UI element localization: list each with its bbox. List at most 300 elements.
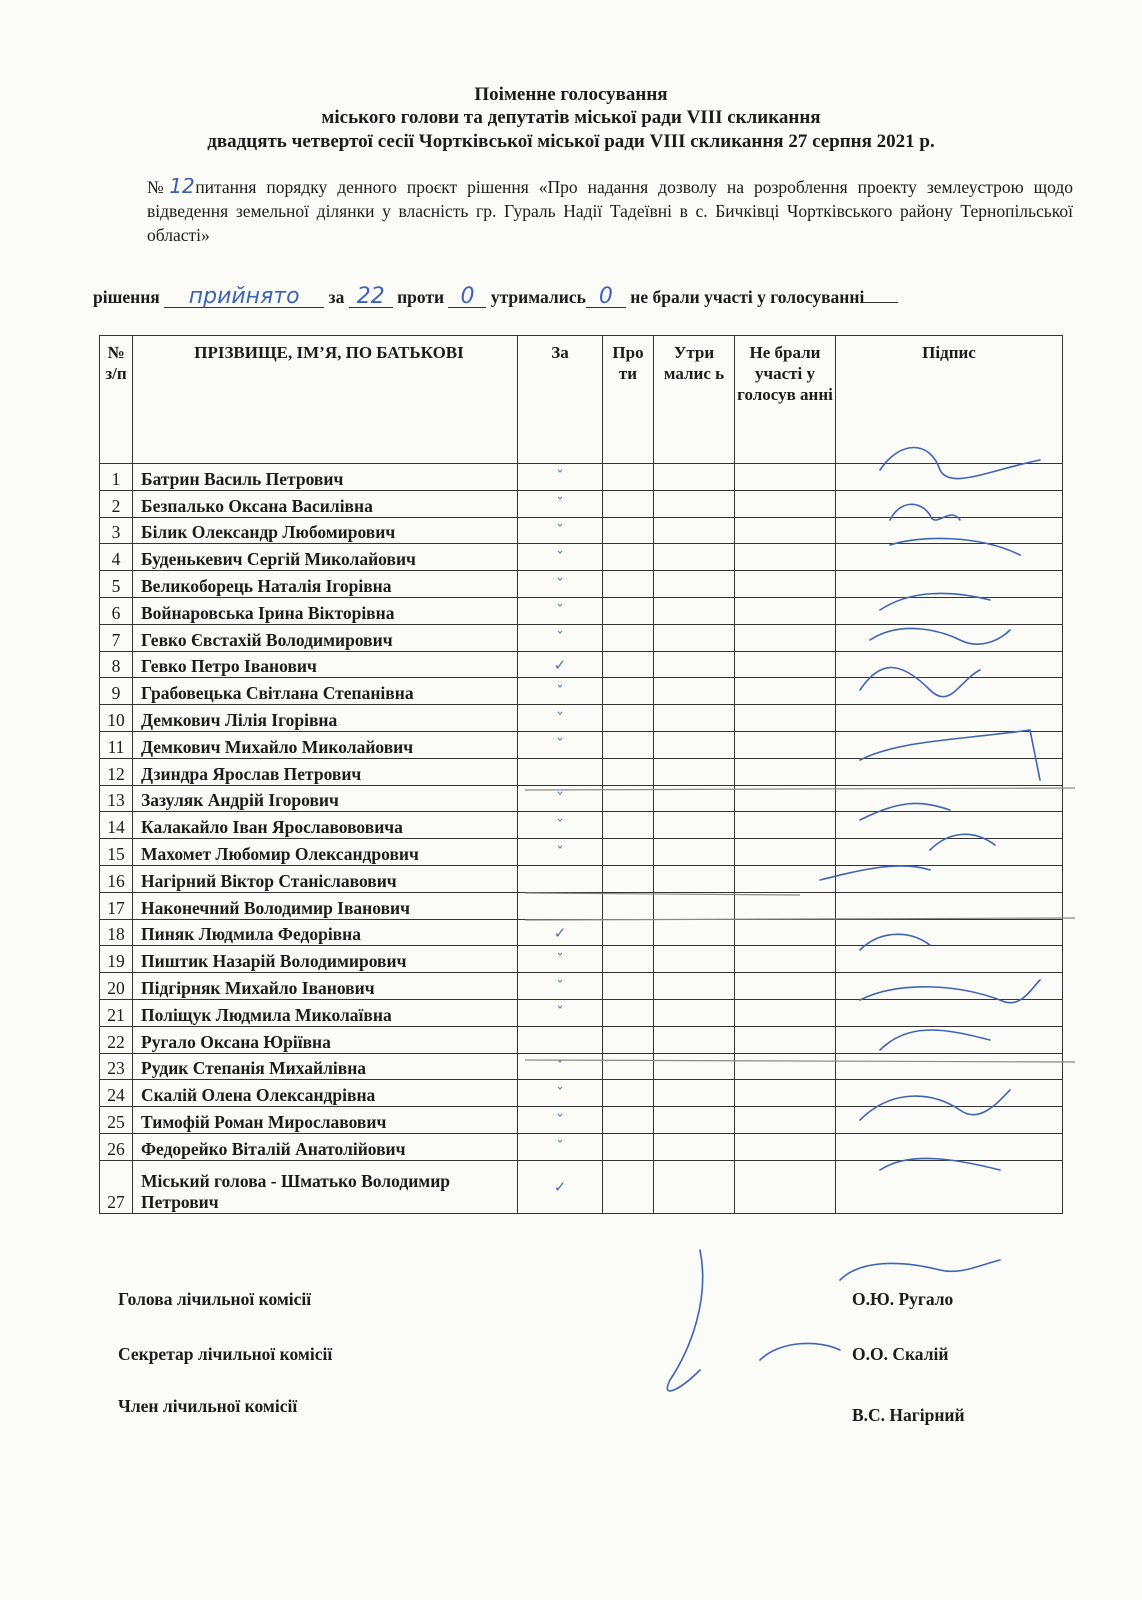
table-row <box>100 464 1063 491</box>
vote-proty-cell <box>603 973 654 1000</box>
table-row <box>100 919 1063 946</box>
vote-utrym-cell <box>654 464 735 491</box>
vote-ne-braly-cell <box>735 651 836 678</box>
table-row <box>100 597 1063 624</box>
deputy-name-text: Підгірняк Михайло Іванович <box>141 977 375 998</box>
table-row <box>100 1026 1063 1053</box>
row-number-text: 17 <box>107 897 125 918</box>
vote-utrym-cell <box>654 865 735 892</box>
commission-secretary-label: Секретар лічильної комісії <box>118 1344 333 1364</box>
deputy-name <box>133 1053 518 1080</box>
deputy-name <box>133 571 518 598</box>
deputy-name-text: Нагірний Віктор Станіславович <box>141 870 397 891</box>
vote-ne-braly-cell <box>735 892 836 919</box>
question-paragraph <box>147 174 1073 247</box>
table-row <box>100 731 1063 758</box>
vote-proty-cell <box>603 812 654 839</box>
vote-proty-cell <box>603 464 654 491</box>
vote-utrym-cell <box>654 731 735 758</box>
signature-commission-member <box>667 1250 702 1391</box>
vote-ne-braly-cell <box>735 1160 836 1213</box>
deputy-name-text: Войнаровська Ірина Вікторівна <box>141 602 395 623</box>
vote-utrym-cell <box>654 1107 735 1134</box>
deputy-name-text: Калакайло Іван Ярославововича <box>141 817 403 838</box>
deputy-name <box>133 731 518 758</box>
vote-ne-braly-cell <box>735 731 836 758</box>
vote-utrym-cell <box>654 597 735 624</box>
row-number-text: 12 <box>107 763 125 784</box>
signature-cell <box>836 812 1063 839</box>
table-row <box>100 517 1063 544</box>
deputy-name-text: Дзиндра Ярослав Петрович <box>141 763 362 784</box>
table-row <box>100 865 1063 892</box>
decision-value: прийнято <box>164 287 324 308</box>
vote-ne-braly-cell <box>735 946 836 973</box>
table-row <box>100 624 1063 651</box>
vote-proty-cell <box>603 597 654 624</box>
table-row <box>100 1107 1063 1134</box>
ne-braly-count <box>864 302 898 303</box>
col-header-signature: Підпис <box>836 336 1063 464</box>
vote-za-mark <box>518 758 603 785</box>
commission-member-name: В.С. Нагірний <box>852 1405 965 1425</box>
vote-za-mark-text: ˇ <box>556 977 564 996</box>
table-row <box>100 758 1063 785</box>
vote-za-mark-text: ✓ <box>553 655 567 674</box>
table-row <box>100 785 1063 812</box>
signature-cell <box>836 490 1063 517</box>
row-number <box>100 1107 133 1134</box>
row-number-text: 23 <box>107 1058 125 1079</box>
signature-cell <box>836 1160 1063 1213</box>
deputy-name <box>133 892 518 919</box>
signature-cell <box>836 1053 1063 1080</box>
vote-za-mark <box>518 1053 603 1080</box>
signature-cell <box>836 678 1063 705</box>
vote-proty-cell <box>603 865 654 892</box>
vote-ne-braly-cell <box>735 865 836 892</box>
signature-cell <box>836 919 1063 946</box>
row-number <box>100 464 133 491</box>
col-header-utrym: Утри малис ь <box>654 336 735 464</box>
deputy-name-text: Батрин Василь Петрович <box>141 468 344 489</box>
deputy-name-text: Міський голова - Шматько Володимир Петрович <box>141 1170 451 1212</box>
vote-proty-cell <box>603 839 654 866</box>
vote-utrym-cell <box>654 892 735 919</box>
vote-proty-cell <box>603 651 654 678</box>
row-number-text: 6 <box>111 602 121 623</box>
vote-utrym-cell <box>654 999 735 1026</box>
vote-utrym-cell <box>654 758 735 785</box>
vote-ne-braly-cell <box>735 758 836 785</box>
deputy-name <box>133 597 518 624</box>
deputy-name-text: Ругало Оксана Юріївна <box>141 1031 331 1052</box>
row-number-text: 20 <box>107 977 125 998</box>
table-row <box>100 705 1063 732</box>
row-number <box>100 678 133 705</box>
vote-za-mark-text: ✓ <box>553 923 567 942</box>
row-number-text: 8 <box>111 656 121 677</box>
vote-za-mark <box>518 678 603 705</box>
deputy-name-text: Скалій Олена Олександрівна <box>141 1085 376 1106</box>
deputy-name <box>133 490 518 517</box>
commission-head-label: Голова лічильної комісії <box>118 1289 312 1309</box>
row-number-text: 19 <box>107 951 125 972</box>
deputy-name <box>133 1026 518 1053</box>
deputy-name-text: Пиштик Назарій Володимирович <box>141 951 407 972</box>
row-number-text: 3 <box>111 522 121 543</box>
vote-za-mark-text: ˇ <box>556 602 564 621</box>
vote-utrym-cell <box>654 571 735 598</box>
table-row <box>100 1053 1063 1080</box>
vote-utrym-cell <box>654 946 735 973</box>
vote-za-mark-text: ˇ <box>556 843 564 862</box>
deputy-name <box>133 624 518 651</box>
table-row <box>100 1160 1063 1213</box>
vote-za-mark <box>518 464 603 491</box>
vote-za-mark-text: ˇ <box>556 629 564 648</box>
deputy-name <box>133 1133 518 1160</box>
deputy-name <box>133 464 518 491</box>
vote-ne-braly-cell <box>735 812 836 839</box>
vote-za-mark <box>518 1107 603 1134</box>
vote-ne-braly-cell <box>735 1133 836 1160</box>
za-count: 22 <box>349 287 393 308</box>
row-number <box>100 839 133 866</box>
commission-head-name: О.Ю. Ругало <box>852 1289 954 1309</box>
vote-za-mark <box>518 651 603 678</box>
row-number-text: 1 <box>111 468 121 489</box>
deputy-name <box>133 785 518 812</box>
deputy-name-text: Демкович Лілія Ігорівна <box>141 709 338 730</box>
row-number-text: 11 <box>107 736 125 757</box>
vote-proty-cell <box>603 624 654 651</box>
vote-za-mark <box>518 865 603 892</box>
vote-ne-braly-cell <box>735 973 836 1000</box>
vote-proty-cell <box>603 544 654 571</box>
deputy-name <box>133 544 518 571</box>
deputy-name <box>133 946 518 973</box>
deputy-name-text: Буденькевич Сергій Миколайович <box>141 549 416 570</box>
vote-ne-braly-cell <box>735 678 836 705</box>
vote-ne-braly-cell <box>735 571 836 598</box>
vote-za-mark <box>518 1026 603 1053</box>
deputy-name <box>133 758 518 785</box>
row-number <box>100 946 133 973</box>
deputy-name-text: Великоборець Наталія Ігорівна <box>141 575 392 596</box>
table-row <box>100 892 1063 919</box>
row-number-text: 24 <box>107 1085 125 1106</box>
vote-utrym-cell <box>654 973 735 1000</box>
vote-ne-braly-cell <box>735 1053 836 1080</box>
row-number <box>100 624 133 651</box>
row-number-text: 9 <box>111 683 121 704</box>
vote-za-mark <box>518 919 603 946</box>
row-number <box>100 705 133 732</box>
vote-za-mark-text: ˇ <box>556 709 564 728</box>
commission-member-label: Член лічильної комісії <box>118 1396 298 1416</box>
vote-za-mark <box>518 597 603 624</box>
row-number-text: 4 <box>111 549 121 570</box>
row-number <box>100 651 133 678</box>
table-row <box>100 973 1063 1000</box>
row-number <box>100 1053 133 1080</box>
signature-cell <box>836 1080 1063 1107</box>
row-number <box>100 1133 133 1160</box>
vote-za-mark-text: ˇ <box>556 495 564 514</box>
signature-cell <box>836 839 1063 866</box>
vote-utrym-cell <box>654 1080 735 1107</box>
vote-za-mark <box>518 812 603 839</box>
row-number <box>100 1026 133 1053</box>
vote-za-mark-text: ✓ <box>553 1178 567 1197</box>
row-number-text: 16 <box>107 870 125 891</box>
vote-za-mark <box>518 785 603 812</box>
row-number <box>100 544 133 571</box>
signature-cell <box>836 946 1063 973</box>
vote-ne-braly-cell <box>735 544 836 571</box>
col-header-ne-braly: Не брали участі у голосув анні <box>735 336 836 464</box>
row-number-text: 13 <box>107 790 125 811</box>
col-header-proty: Про ти <box>603 336 654 464</box>
deputy-name-text: Рудик Степанія Михайлівна <box>141 1058 367 1079</box>
commission-secretary-name: О.О. Скалій <box>852 1344 949 1364</box>
vote-utrym-cell <box>654 544 735 571</box>
deputy-name-text: Зазуляк Андрій Ігорович <box>141 790 339 811</box>
table-row <box>100 1080 1063 1107</box>
vote-za-mark <box>518 544 603 571</box>
vote-za-mark-text: ˇ <box>556 521 564 540</box>
vote-utrym-cell <box>654 1053 735 1080</box>
row-number <box>100 785 133 812</box>
vote-ne-braly-cell <box>735 785 836 812</box>
vote-za-mark-text: ˇ <box>556 575 564 594</box>
deputy-name-text: Демкович Михайло Миколайович <box>141 736 414 757</box>
deputy-name <box>133 517 518 544</box>
vote-utrym-cell <box>654 1160 735 1213</box>
vote-za-mark-text: ˇ <box>556 1084 564 1103</box>
row-number-text: 15 <box>107 843 125 864</box>
vote-proty-cell <box>603 1107 654 1134</box>
signature-cell <box>836 705 1063 732</box>
col-header-za: За <box>518 336 603 464</box>
vote-za-mark <box>518 490 603 517</box>
vote-za-mark-text: ˇ <box>556 1138 564 1157</box>
signature-cell <box>836 999 1063 1026</box>
deputy-name-text: Білик Олександр Любомирович <box>141 522 396 543</box>
row-number-text: 27 <box>107 1191 125 1212</box>
deputy-name <box>133 973 518 1000</box>
vote-za-mark-text: ˇ <box>556 816 564 835</box>
vote-za-mark <box>518 999 603 1026</box>
row-number-text: 25 <box>107 1111 125 1132</box>
row-number <box>100 812 133 839</box>
row-number-text: 2 <box>111 495 121 516</box>
deputy-name-text: Гевко Петро Іванович <box>141 656 317 677</box>
vote-za-mark <box>518 571 603 598</box>
row-number <box>100 865 133 892</box>
deputy-name-text: Грабовецька Світлана Степанівна <box>141 683 414 704</box>
table-row <box>100 1133 1063 1160</box>
voting-table <box>99 335 1063 1214</box>
deputy-name <box>133 705 518 732</box>
table-header-row <box>100 336 1063 464</box>
vote-proty-cell <box>603 517 654 544</box>
vote-za-mark-text: ˇ <box>556 682 564 701</box>
vote-ne-braly-cell <box>735 490 836 517</box>
vote-ne-braly-cell <box>735 705 836 732</box>
question-number-label: № <box>147 177 170 197</box>
table-row <box>100 678 1063 705</box>
deputy-name-text: Наконечний Володимир Іванович <box>141 897 410 918</box>
vote-ne-braly-cell <box>735 919 836 946</box>
row-number-text: 5 <box>111 575 121 596</box>
deputy-name-text: Тимофій Роман Мирославович <box>141 1111 387 1132</box>
signature-cell <box>836 892 1063 919</box>
signature-cell <box>836 624 1063 651</box>
row-number-text: 22 <box>107 1031 125 1052</box>
vote-utrym-cell <box>654 651 735 678</box>
ne-braly-label: не брали участі у голосуванні <box>630 287 865 307</box>
vote-utrym-cell <box>654 1133 735 1160</box>
col-header-name: ПРІЗВИЩЕ, ІМ’Я, ПО БАТЬКОВІ <box>133 336 518 464</box>
vote-za-mark-text: ˇ <box>556 1111 564 1130</box>
session-line: двадцять четвертої сесії Чортківської міської ради VIII скликання 27 серпня 2021 р. <box>207 131 935 152</box>
deputy-name-text: Поліщук Людмила Миколаївна <box>141 1004 392 1025</box>
table-row <box>100 839 1063 866</box>
row-number-text: 21 <box>107 1004 125 1025</box>
row-number <box>100 571 133 598</box>
vote-za-mark <box>518 1080 603 1107</box>
row-number-text: 10 <box>107 709 125 730</box>
row-number <box>100 490 133 517</box>
vote-ne-braly-cell <box>735 839 836 866</box>
signature-cell <box>836 651 1063 678</box>
vote-utrym-cell <box>654 490 735 517</box>
vote-proty-cell <box>603 705 654 732</box>
vote-proty-cell <box>603 678 654 705</box>
row-number <box>100 999 133 1026</box>
row-number <box>100 892 133 919</box>
row-number <box>100 1080 133 1107</box>
deputy-name <box>133 678 518 705</box>
vote-za-mark <box>518 731 603 758</box>
vote-ne-braly-cell <box>735 1080 836 1107</box>
vote-ne-braly-cell <box>735 1107 836 1134</box>
deputy-name <box>133 999 518 1026</box>
deputy-name <box>133 1160 518 1213</box>
document-title: Поіменне голосування <box>474 84 668 105</box>
vote-proty-cell <box>603 758 654 785</box>
deputy-name <box>133 839 518 866</box>
vote-utrym-cell <box>654 624 735 651</box>
vote-proty-cell <box>603 731 654 758</box>
row-number <box>100 731 133 758</box>
table-row <box>100 999 1063 1026</box>
signature-cell <box>836 544 1063 571</box>
deputy-name-text: Пиняк Людмила Федорівна <box>141 924 361 945</box>
vote-za-mark-text: ˇ <box>556 789 564 808</box>
vote-proty-cell <box>603 1026 654 1053</box>
table-row <box>100 946 1063 973</box>
row-number <box>100 758 133 785</box>
vote-utrym-cell <box>654 919 735 946</box>
deputy-name <box>133 1107 518 1134</box>
vote-ne-braly-cell <box>735 597 836 624</box>
vote-za-mark <box>518 892 603 919</box>
signature-cell <box>836 758 1063 785</box>
vote-za-mark-text: ˇ <box>556 548 564 567</box>
vote-proty-cell <box>603 892 654 919</box>
signature-cell <box>836 571 1063 598</box>
vote-ne-braly-cell <box>735 1026 836 1053</box>
deputy-name-text: Федорейко Віталій Анатолійович <box>141 1138 406 1159</box>
proty-label: проти <box>397 287 445 307</box>
deputy-name <box>133 651 518 678</box>
proty-count: 0 <box>448 287 486 308</box>
row-number <box>100 919 133 946</box>
vote-ne-braly-cell <box>735 624 836 651</box>
signature-cell <box>836 1133 1063 1160</box>
col-header-number: № з/п <box>100 336 133 464</box>
vote-za-mark-text: ˇ <box>556 468 564 487</box>
table-row <box>100 812 1063 839</box>
deputy-name <box>133 919 518 946</box>
signature-cell <box>836 865 1063 892</box>
signature-commission-secretary <box>760 1343 840 1360</box>
vote-proty-cell <box>603 490 654 517</box>
utrym-label: утримались <box>490 287 586 307</box>
vote-ne-braly-cell <box>735 464 836 491</box>
vote-utrym-cell <box>654 785 735 812</box>
row-number <box>100 517 133 544</box>
row-number <box>100 597 133 624</box>
row-number-text: 26 <box>107 1138 125 1159</box>
signature-cell <box>836 517 1063 544</box>
vote-proty-cell <box>603 785 654 812</box>
vote-proty-cell <box>603 571 654 598</box>
row-number <box>100 973 133 1000</box>
deputy-name-text: Гевко Євстахій Володимирович <box>141 629 393 650</box>
vote-za-mark <box>518 1133 603 1160</box>
vote-proty-cell <box>603 999 654 1026</box>
vote-utrym-cell <box>654 705 735 732</box>
vote-proty-cell <box>603 919 654 946</box>
signature-cell <box>836 973 1063 1000</box>
utrym-count: 0 <box>586 287 626 308</box>
vote-za-mark <box>518 517 603 544</box>
decision-line <box>93 284 898 309</box>
row-number-text: 7 <box>111 629 121 650</box>
vote-ne-braly-cell <box>735 517 836 544</box>
row-number-text: 18 <box>107 924 125 945</box>
vote-za-mark-text: ˇ <box>556 950 564 969</box>
signature-cell <box>836 1107 1063 1134</box>
question-number: 12 <box>169 174 195 198</box>
vote-proty-cell <box>603 1160 654 1213</box>
table-row <box>100 571 1063 598</box>
table-row <box>100 651 1063 678</box>
signature-cell <box>836 464 1063 491</box>
table-row <box>100 544 1063 571</box>
vote-proty-cell <box>603 946 654 973</box>
document-subtitle: міського голови та депутатів міської ради VIII скликання <box>321 107 821 128</box>
vote-proty-cell <box>603 1080 654 1107</box>
deputy-name <box>133 865 518 892</box>
vote-za-mark-text: ˇ <box>556 1004 564 1023</box>
deputy-name-text: Безпалько Оксана Василівна <box>141 495 373 516</box>
row-number <box>100 1160 133 1213</box>
